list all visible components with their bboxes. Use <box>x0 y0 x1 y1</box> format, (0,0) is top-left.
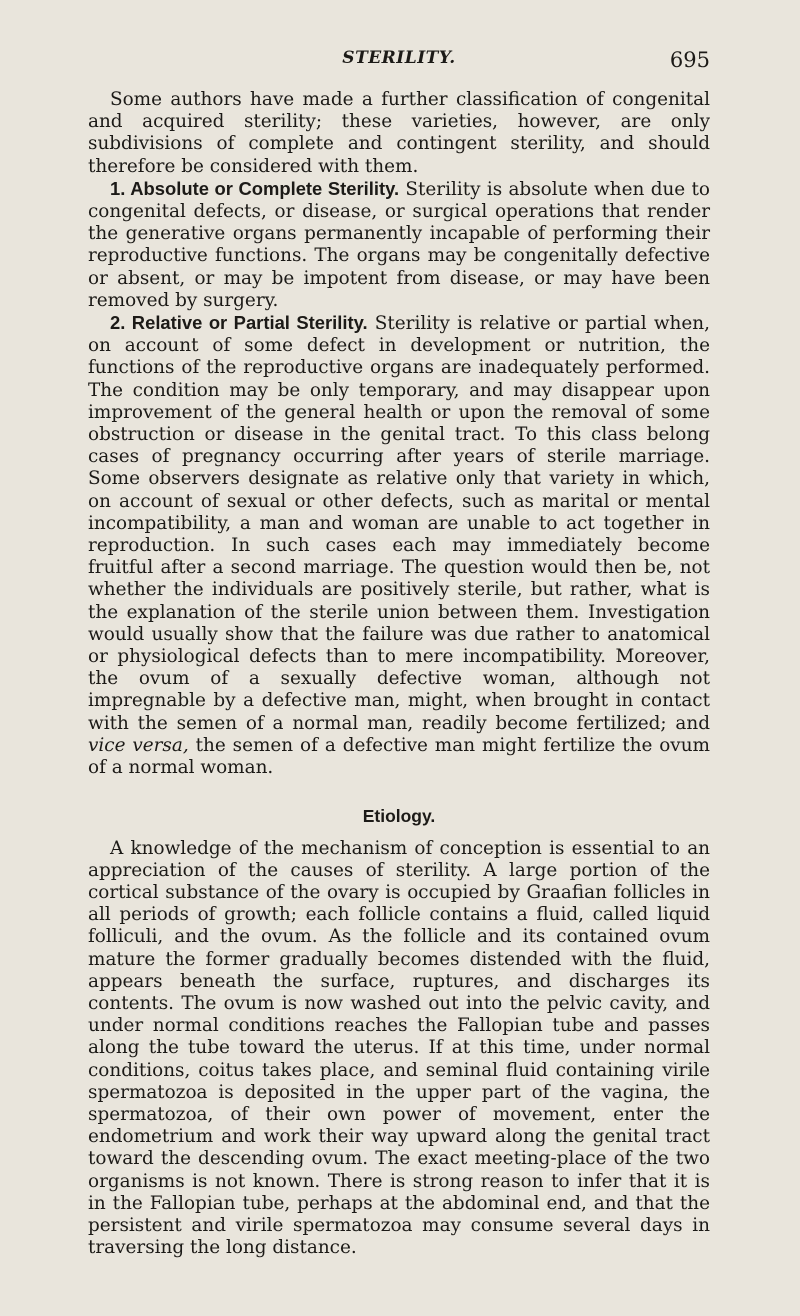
partial-sterility-text: Sterility is relative or partial when, on account of some defect in development or nutrition, the functions of the reproductive organs are inadequately performed. The condition may be only temporary, and may disappear upon improvement of the general health or upon the removal of some obstruction or disease in the genital tract. To this class belong cases of pregnancy occurring after years of sterile marriage. Some observers designate as relative only that variety in which, on account of sexual or other defects, such as marital or mental incompatibility, a man and woman are unable to act together in reproduction. In such cases each may immediately become fruitful after a second marriage. The question would then be, not whether the individuals are positively sterile, but rather, what is the explanation of the sterile union between them. Investigation would usually show that the failure was due rather to anatomical or physiological defects than to mere incompatibility. Moreover, the ovum of a sexually defective woman, although not impregnable by a defective man, might, when brought in contact with the semen of a normal man, readily become fertilized; and <box>88 313 710 734</box>
vice-versa-emphasis: vice versa, <box>88 734 189 756</box>
partial-sterility-heading: 2. Relative or Partial Sterility. <box>110 312 368 334</box>
paragraph-complete-sterility <box>88 178 710 312</box>
partial-sterility-text-end: the semen of a defective man might fertilize the ovum of a normal woman. <box>88 734 710 779</box>
paragraph-etiology: A knowledge of the mechanism of conception is essential to an appreciation of the causes of sterility. A large portion of the cortical substance of the ovary is occupied by Graafian follicles in all periods of growth; each follicle contains a fluid, called liquid folliculi, and the ovum. As the follicle and its contained ovum mature the former gradually becomes distended with the fluid, appears beneath the surface, ruptures, and discharges its contents. The ovum is now washed out into the pelvic cavity, and under normal conditions reaches the Fallopian tube and passes along the tube toward the uterus. If at this time, under normal conditions, coitus takes place, and seminal fluid containing virile spermatozoa is deposited in the upper part of the vagina, the spermatozoa, of their own power of movement, enter the endometrium and work their way upward along the genital tract toward the descending ovum. The exact meeting-place of the two organisms is not known. There is strong reason to infer that it is in the Fallopian tube, perhaps at the abdominal end, and that the persistent and virile spermatozoa may consume several days in traversing the long distance. <box>88 837 710 1259</box>
page-number: 695 <box>669 48 710 72</box>
paragraph-intro: Some authors have made a further classification of congenital and acquired sterility; these varieties, however, are only subdivisions of complete and contingent sterility, and should therefore be considered with them. <box>88 89 710 177</box>
complete-sterility-heading: 1. Absolute or Complete Sterility. <box>110 177 400 199</box>
running-title: STERILITY. <box>342 48 456 68</box>
running-head <box>88 48 710 78</box>
body-text <box>88 89 710 1259</box>
etiology-heading: Etiology. <box>362 806 436 827</box>
complete-sterility-text: Sterility is absolute when due to congenital defects, or disease, or surgical operations that render the generative organs permanently incapable of performing their reproductive functions. The organs may be congenitally defective or absent, or may be impotent from disease, or may have been removed by surgery. <box>88 178 710 311</box>
paragraph-partial-sterility <box>88 312 710 779</box>
